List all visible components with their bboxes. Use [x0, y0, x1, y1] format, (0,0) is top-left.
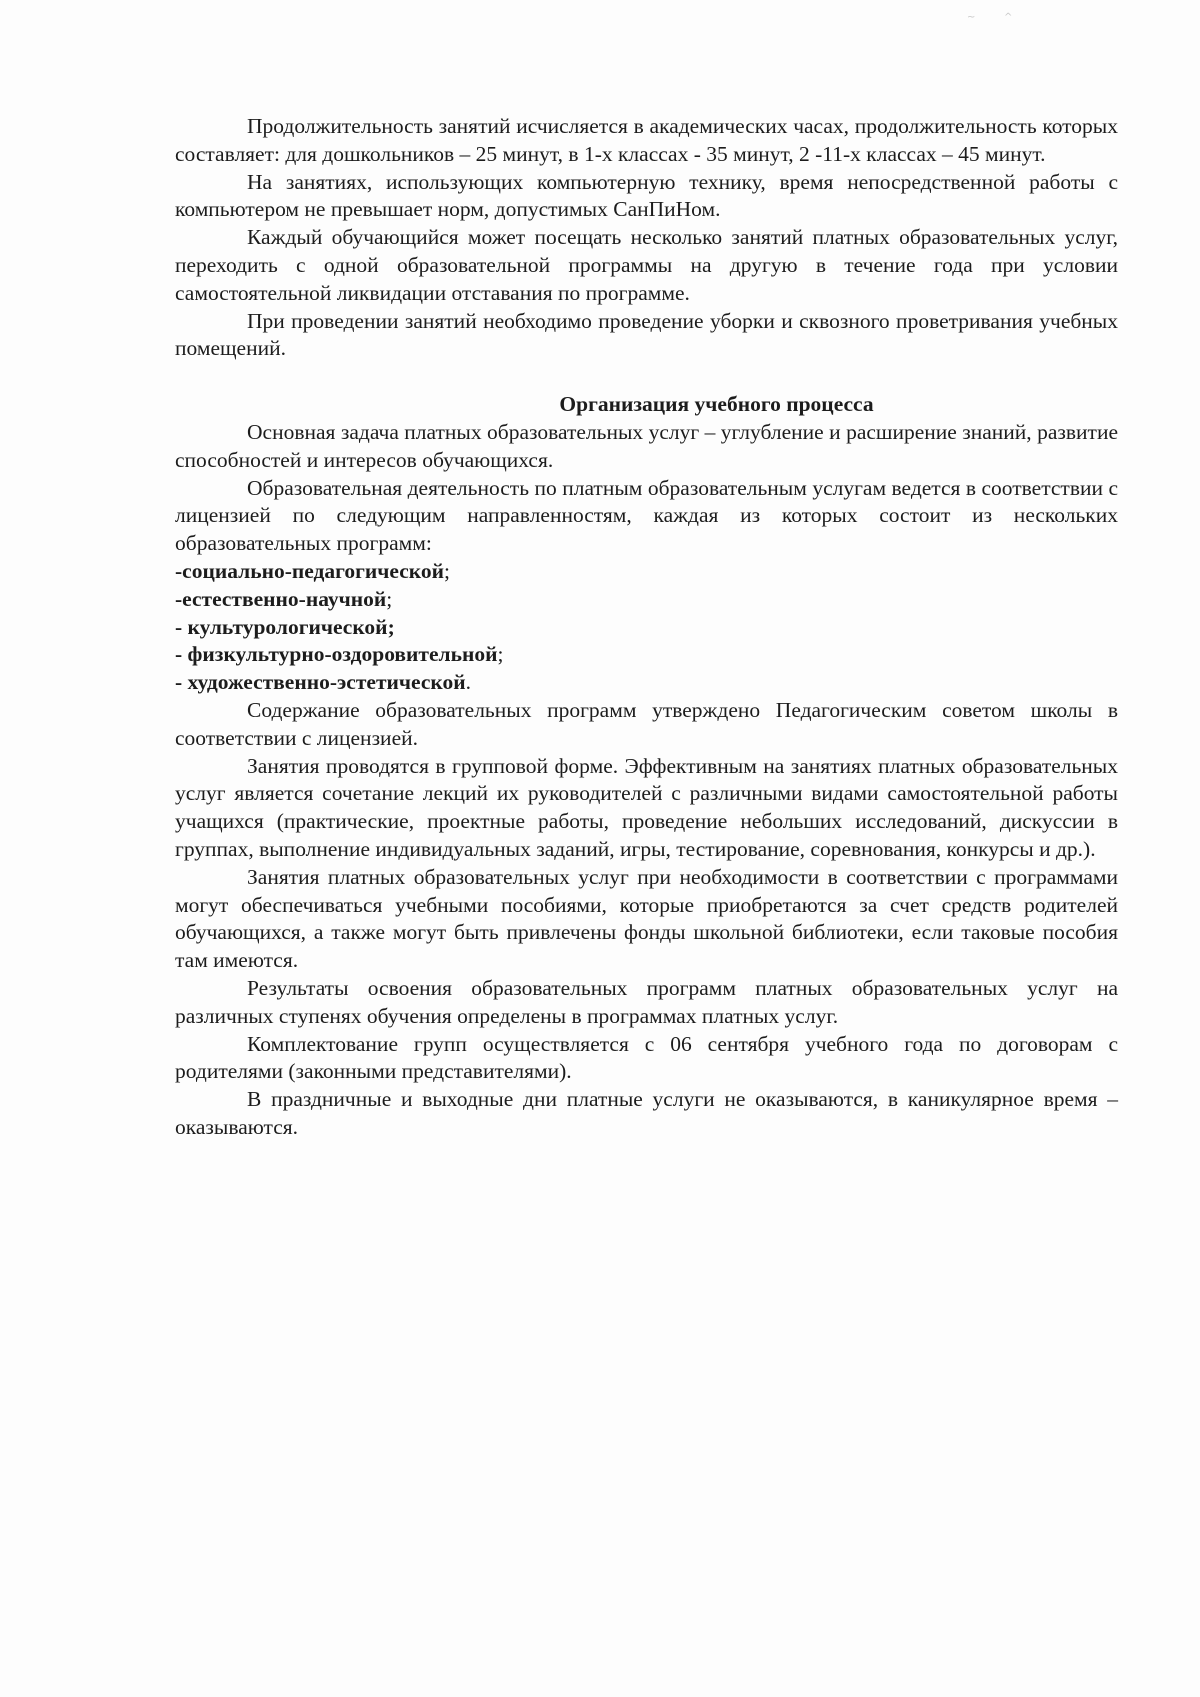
scan-artifact-mark: ~ [967, 12, 976, 23]
paragraph-attendance: Каждый обучающийся может посещать несколько занятий платных образовательных услуг, переходить с одной образовательной программы на другую в течение года при условии самостоятельной ликвидации отставания по программе. [175, 225, 1118, 305]
paragraph-textbooks: Занятия платных образовательных услуг при необходимости в соответствии с программами могут обеспечиваться учебными пособиями, которые приобретаются за счет средств родителей обучающихся, а также могут быть привлечены фонды школьной библиотеки, если таковые пособия там имеются. [175, 864, 1118, 973]
direction-item: -естественно-научной; [175, 586, 393, 611]
paragraph-group-formation: Комплектование групп осуществляется с 06 сентября учебного года по договорам с родителями (законными представителями). [175, 1031, 1118, 1084]
section-spacer [175, 363, 1118, 391]
scan-artifact-mark: ^ [1004, 12, 1013, 23]
direction-item: - физкультурно-оздоровительной; [175, 642, 504, 667]
section-heading: Организация учебного процесса [559, 392, 874, 417]
paragraph-group-form: Занятия проводятся в групповой форме. Эффективным на занятиях платных образовательных услуг является сочетание лекций их руководителей с различными видами самостоятельной работы учащихся (практические, проектные работы, проведение небольших исследований, дискуссии в группах, выполнение индивидуальных заданий, игры, тестирование, соревнования, конкурсы и др.). [175, 753, 1118, 861]
paragraph-computer-work: На занятиях, использующих компьютерную технику, время непосредственной работы с компьютером не превышает норм, допустимых СанПиНом. [175, 169, 1118, 222]
direction-item: - культурологической; [175, 614, 395, 639]
document-body [175, 113, 1118, 1142]
paragraph-results: Результаты освоения образовательных программ платных образовательных услуг на различных ступенях обучения определены в программах платных услуг. [175, 975, 1118, 1028]
direction-item: - художественно-эстетической. [175, 670, 471, 695]
paragraph-duration: Продолжительность занятий исчисляется в академических часах, продолжительность которых составляет: для дошкольников – 25 минут, в 1-х классах - 35 минут, 2 -11-х классах – 45 минут. [175, 114, 1118, 166]
paragraph-directions-intro: Образовательная деятельность по платным образовательным услугам ведется в соответствии с лицензией по следующим направленностям, каждая из которых состоит из нескольких образовательных программ: [175, 475, 1118, 556]
paragraph-holidays: В праздничные и выходные дни платные услуги не оказываются, в каникулярное время – оказываются. [175, 1087, 1118, 1139]
direction-item: -социально-педагогической; [175, 558, 450, 583]
paragraph-cleaning: При проведении занятий необходимо проведение уборки и сквозного проветривания учебных помещений. [175, 308, 1118, 361]
paragraph-program-content: Содержание образовательных программ утверждено Педагогическим советом школы в соответствии с лицензией. [175, 697, 1118, 750]
paragraph-main-task: Основная задача платных образовательных услуг – углубление и расширение знаний, развитие способностей и интересов обучающихся. [175, 419, 1118, 472]
